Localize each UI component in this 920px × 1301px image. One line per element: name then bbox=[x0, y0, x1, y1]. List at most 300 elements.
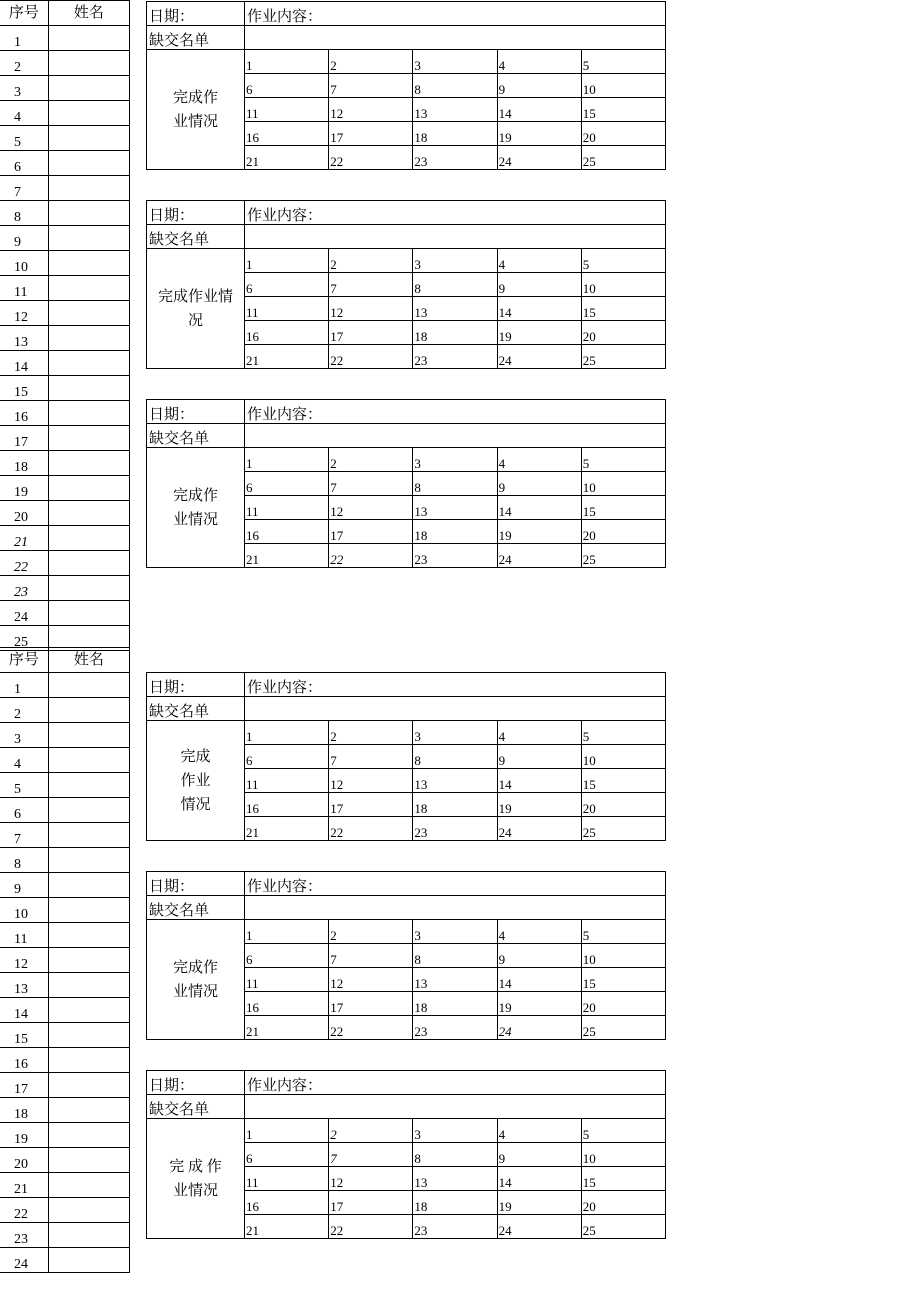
roster-name-cell[interactable] bbox=[48, 276, 129, 301]
missing-list-field[interactable] bbox=[245, 697, 666, 721]
roster-number: 17 bbox=[0, 1073, 48, 1098]
roster-name-cell[interactable] bbox=[48, 673, 129, 698]
student-number-cell[interactable]: 1 bbox=[245, 50, 329, 74]
student-number-cell[interactable]: 8 bbox=[413, 472, 497, 496]
roster-row bbox=[0, 1148, 130, 1173]
student-number-cell[interactable]: 3 bbox=[413, 448, 497, 472]
student-number-cell[interactable]: 1 bbox=[245, 1119, 329, 1143]
roster-name-cell[interactable] bbox=[48, 948, 129, 973]
student-number-cell[interactable]: 4 bbox=[497, 1119, 581, 1143]
student-number-cell[interactable]: 14 bbox=[497, 496, 581, 520]
student-number-cell[interactable]: 2 bbox=[329, 920, 413, 944]
roster-name-cell[interactable] bbox=[48, 51, 129, 76]
student-number-cell[interactable]: 11 bbox=[245, 98, 329, 122]
roster-number: 21 bbox=[0, 526, 48, 551]
completion-status-label: 完成 作业 情况 bbox=[147, 721, 245, 841]
roster-number: 18 bbox=[0, 1098, 48, 1123]
student-number-cell[interactable]: 20 bbox=[581, 793, 665, 817]
roster-name-cell[interactable] bbox=[48, 998, 129, 1023]
roster-name-cell[interactable] bbox=[48, 698, 129, 723]
roster-name-cell[interactable] bbox=[48, 848, 129, 873]
student-number-cell[interactable]: 23 bbox=[413, 1016, 497, 1040]
roster-number: 11 bbox=[0, 923, 48, 948]
roster-name-cell[interactable] bbox=[48, 526, 129, 551]
roster-name-cell[interactable] bbox=[48, 973, 129, 998]
student-number-cell[interactable]: 10 bbox=[581, 1143, 665, 1167]
roster-name-cell[interactable] bbox=[48, 26, 129, 51]
roster-number: 1 bbox=[0, 26, 48, 51]
student-number-cell[interactable]: 3 bbox=[413, 1119, 497, 1143]
student-number-cell[interactable]: 16 bbox=[245, 520, 329, 544]
student-number-cell[interactable]: 21 bbox=[245, 1215, 329, 1239]
student-number-cell[interactable]: 21 bbox=[245, 817, 329, 841]
student-number-cell[interactable]: 15 bbox=[581, 98, 665, 122]
roster-number: 15 bbox=[0, 1023, 48, 1048]
roster-name-cell[interactable] bbox=[48, 723, 129, 748]
student-number-cell[interactable]: 5 bbox=[581, 249, 665, 273]
date-label: 日期： bbox=[147, 1071, 245, 1095]
student-number-cell[interactable]: 7 bbox=[329, 1143, 413, 1167]
student-number-cell[interactable]: 11 bbox=[245, 968, 329, 992]
student-number-cell[interactable]: 18 bbox=[413, 992, 497, 1016]
missing-list-field[interactable] bbox=[245, 26, 666, 50]
student-number-cell[interactable]: 12 bbox=[329, 968, 413, 992]
student-number-cell[interactable]: 4 bbox=[497, 448, 581, 472]
student-number-cell[interactable]: 20 bbox=[581, 992, 665, 1016]
roster-number: 8 bbox=[0, 201, 48, 226]
student-number-cell[interactable]: 14 bbox=[497, 968, 581, 992]
student-number-cell[interactable]: 13 bbox=[413, 297, 497, 321]
student-number-cell[interactable]: 2 bbox=[329, 249, 413, 273]
student-number-cell[interactable]: 4 bbox=[497, 249, 581, 273]
roster-row bbox=[0, 898, 130, 923]
student-number-cell[interactable]: 13 bbox=[413, 98, 497, 122]
roster-name-cell[interactable] bbox=[48, 923, 129, 948]
roster-number: 9 bbox=[0, 873, 48, 898]
student-number-cell[interactable]: 23 bbox=[413, 345, 497, 369]
homework-record-table bbox=[146, 672, 666, 841]
roster-number: 23 bbox=[0, 1223, 48, 1248]
student-number-cell[interactable]: 3 bbox=[413, 50, 497, 74]
roster-name-cell[interactable] bbox=[48, 201, 129, 226]
student-number-cell[interactable]: 9 bbox=[497, 745, 581, 769]
roster-row bbox=[0, 823, 130, 848]
roster-row bbox=[0, 601, 130, 626]
student-number-cell[interactable]: 25 bbox=[581, 1016, 665, 1040]
roster-number: 2 bbox=[0, 698, 48, 723]
student-number-cell[interactable]: 2 bbox=[329, 721, 413, 745]
student-number-cell[interactable]: 9 bbox=[497, 472, 581, 496]
student-number-cell[interactable]: 22 bbox=[329, 817, 413, 841]
roster-name-cell[interactable] bbox=[48, 1148, 129, 1173]
student-number-cell[interactable]: 24 bbox=[497, 544, 581, 568]
student-number-cell[interactable]: 21 bbox=[245, 146, 329, 170]
student-number-cell[interactable]: 7 bbox=[329, 273, 413, 297]
roster-row bbox=[0, 226, 130, 251]
roster-name-cell[interactable] bbox=[48, 748, 129, 773]
student-number-cell[interactable]: 10 bbox=[581, 273, 665, 297]
student-number-cell[interactable]: 10 bbox=[581, 472, 665, 496]
student-number-cell[interactable]: 6 bbox=[245, 472, 329, 496]
student-number-cell[interactable]: 14 bbox=[497, 297, 581, 321]
student-number-cell[interactable]: 15 bbox=[581, 496, 665, 520]
roster-name-cell[interactable] bbox=[48, 773, 129, 798]
student-number-cell[interactable]: 23 bbox=[413, 1215, 497, 1239]
date-label: 日期： bbox=[147, 400, 245, 424]
student-number-cell[interactable]: 11 bbox=[245, 496, 329, 520]
roster-row bbox=[0, 326, 130, 351]
roster-number: 18 bbox=[0, 451, 48, 476]
student-number-cell[interactable]: 23 bbox=[413, 544, 497, 568]
completion-status-label: 完成作 业情况 bbox=[147, 448, 245, 568]
student-number-cell[interactable]: 17 bbox=[329, 793, 413, 817]
student-number-cell[interactable]: 15 bbox=[581, 1167, 665, 1191]
roster-name-cell[interactable] bbox=[48, 326, 129, 351]
student-number-cell[interactable]: 5 bbox=[581, 721, 665, 745]
student-number-cell[interactable]: 16 bbox=[245, 321, 329, 345]
student-number-cell[interactable]: 25 bbox=[581, 817, 665, 841]
roster-number: 16 bbox=[0, 401, 48, 426]
roster-row bbox=[0, 101, 130, 126]
roster-row bbox=[0, 451, 130, 476]
roster-row bbox=[0, 251, 130, 276]
student-number-cell[interactable]: 22 bbox=[329, 1016, 413, 1040]
student-number-cell[interactable]: 19 bbox=[497, 992, 581, 1016]
homework-record-table bbox=[146, 1070, 666, 1239]
roster-row bbox=[0, 873, 130, 898]
student-number-cell[interactable]: 11 bbox=[245, 297, 329, 321]
student-number-cell[interactable]: 6 bbox=[245, 745, 329, 769]
student-number-cell[interactable]: 7 bbox=[329, 74, 413, 98]
student-number-cell[interactable]: 14 bbox=[497, 1167, 581, 1191]
student-number-cell[interactable]: 17 bbox=[329, 321, 413, 345]
missing-list-label: 缺交名单 bbox=[147, 26, 245, 50]
roster-row bbox=[0, 848, 130, 873]
roster-row bbox=[0, 723, 130, 748]
homework-content-label: 作业内容： bbox=[245, 872, 666, 896]
roster-number: 11 bbox=[0, 276, 48, 301]
roster-header-number: 序号 bbox=[0, 1, 48, 26]
student-number-cell[interactable]: 17 bbox=[329, 992, 413, 1016]
student-number-cell[interactable]: 17 bbox=[329, 1191, 413, 1215]
roster-name-cell[interactable] bbox=[48, 426, 129, 451]
student-number-cell[interactable]: 8 bbox=[413, 745, 497, 769]
student-number-cell[interactable]: 13 bbox=[413, 968, 497, 992]
student-number-cell[interactable]: 19 bbox=[497, 1191, 581, 1215]
student-number-cell[interactable]: 19 bbox=[497, 122, 581, 146]
roster-number: 20 bbox=[0, 501, 48, 526]
student-number-cell[interactable]: 9 bbox=[497, 944, 581, 968]
roster-row bbox=[0, 973, 130, 998]
missing-list-label: 缺交名单 bbox=[147, 896, 245, 920]
student-number-cell[interactable]: 4 bbox=[497, 920, 581, 944]
completion-status-label: 完成作业情 况 bbox=[147, 249, 245, 369]
student-number-cell[interactable]: 19 bbox=[497, 321, 581, 345]
missing-list-field[interactable] bbox=[245, 424, 666, 448]
roster-number: 13 bbox=[0, 973, 48, 998]
student-number-cell[interactable]: 12 bbox=[329, 769, 413, 793]
roster-row bbox=[0, 1248, 130, 1273]
student-number-cell[interactable]: 2 bbox=[329, 1119, 413, 1143]
roster-number: 4 bbox=[0, 101, 48, 126]
student-number-cell[interactable]: 9 bbox=[497, 1143, 581, 1167]
roster-number: 8 bbox=[0, 848, 48, 873]
student-number-cell[interactable]: 8 bbox=[413, 944, 497, 968]
student-number-cell[interactable]: 21 bbox=[245, 1016, 329, 1040]
roster-name-cell[interactable] bbox=[48, 401, 129, 426]
student-number-cell[interactable]: 12 bbox=[329, 1167, 413, 1191]
student-number-cell[interactable]: 6 bbox=[245, 944, 329, 968]
roster-row bbox=[0, 501, 130, 526]
student-number-cell[interactable]: 1 bbox=[245, 721, 329, 745]
roster-number: 1 bbox=[0, 673, 48, 698]
student-number-cell[interactable]: 18 bbox=[413, 1191, 497, 1215]
student-number-cell[interactable]: 18 bbox=[413, 793, 497, 817]
roster-number: 12 bbox=[0, 301, 48, 326]
roster-name-cell[interactable] bbox=[48, 101, 129, 126]
student-number-cell[interactable]: 24 bbox=[497, 817, 581, 841]
roster-row bbox=[0, 426, 130, 451]
roster-number: 17 bbox=[0, 426, 48, 451]
student-number-cell[interactable]: 16 bbox=[245, 1191, 329, 1215]
roster-name-cell[interactable] bbox=[48, 1223, 129, 1248]
student-number-cell[interactable]: 2 bbox=[329, 448, 413, 472]
homework-content-label: 作业内容： bbox=[245, 201, 666, 225]
roster-number: 22 bbox=[0, 1198, 48, 1223]
roster-name-cell[interactable] bbox=[48, 1198, 129, 1223]
roster-row bbox=[0, 673, 130, 698]
student-number-cell[interactable]: 7 bbox=[329, 944, 413, 968]
roster-header-row bbox=[0, 648, 130, 673]
roster-number: 25 bbox=[0, 626, 48, 651]
roster-row bbox=[0, 1173, 130, 1198]
roster-name-cell[interactable] bbox=[48, 551, 129, 576]
student-number-cell[interactable]: 23 bbox=[413, 146, 497, 170]
student-number-cell[interactable]: 10 bbox=[581, 745, 665, 769]
student-number-cell[interactable]: 12 bbox=[329, 297, 413, 321]
roster-name-cell[interactable] bbox=[48, 151, 129, 176]
student-number-cell[interactable]: 20 bbox=[581, 321, 665, 345]
roster-name-cell[interactable] bbox=[48, 1098, 129, 1123]
roster-number: 3 bbox=[0, 76, 48, 101]
roster-name-cell[interactable] bbox=[48, 1073, 129, 1098]
student-number-cell[interactable]: 24 bbox=[497, 1215, 581, 1239]
roster-number: 3 bbox=[0, 723, 48, 748]
roster-row bbox=[0, 1098, 130, 1123]
roster-name-cell[interactable] bbox=[48, 476, 129, 501]
roster-row bbox=[0, 476, 130, 501]
student-number-cell[interactable]: 17 bbox=[329, 520, 413, 544]
roster-name-cell[interactable] bbox=[48, 1023, 129, 1048]
roster-name-cell[interactable] bbox=[48, 351, 129, 376]
roster-name-cell[interactable] bbox=[48, 501, 129, 526]
roster-name-cell[interactable] bbox=[48, 576, 129, 601]
student-number-cell[interactable]: 7 bbox=[329, 745, 413, 769]
student-number-cell[interactable]: 5 bbox=[581, 448, 665, 472]
roster-row bbox=[0, 948, 130, 973]
student-number-cell[interactable]: 8 bbox=[413, 74, 497, 98]
roster-name-cell[interactable] bbox=[48, 176, 129, 201]
roster-name-cell[interactable] bbox=[48, 823, 129, 848]
homework-content-label: 作业内容： bbox=[245, 2, 666, 26]
student-number-cell[interactable]: 17 bbox=[329, 122, 413, 146]
roster-name-cell[interactable] bbox=[48, 301, 129, 326]
student-number-cell[interactable]: 16 bbox=[245, 793, 329, 817]
roster-row bbox=[0, 26, 130, 51]
student-number-cell[interactable]: 14 bbox=[497, 98, 581, 122]
missing-list-field[interactable] bbox=[245, 1095, 666, 1119]
student-number-cell[interactable]: 25 bbox=[581, 1215, 665, 1239]
student-number-cell[interactable]: 4 bbox=[497, 721, 581, 745]
roster-row bbox=[0, 1123, 130, 1148]
roster-header-name: 姓名 bbox=[48, 1, 129, 26]
student-number-cell[interactable]: 22 bbox=[329, 146, 413, 170]
student-number-cell[interactable]: 1 bbox=[245, 920, 329, 944]
student-number-cell[interactable]: 22 bbox=[329, 345, 413, 369]
student-number-cell[interactable]: 9 bbox=[497, 74, 581, 98]
student-number-cell[interactable]: 19 bbox=[497, 793, 581, 817]
completion-status-label: 完成作 业情况 bbox=[147, 50, 245, 170]
homework-content-label: 作业内容： bbox=[245, 673, 666, 697]
roster-name-cell[interactable] bbox=[48, 898, 129, 923]
missing-list-label: 缺交名单 bbox=[147, 1095, 245, 1119]
roster-number: 10 bbox=[0, 251, 48, 276]
roster-number: 19 bbox=[0, 1123, 48, 1148]
roster-row bbox=[0, 698, 130, 723]
student-number-cell[interactable]: 16 bbox=[245, 992, 329, 1016]
roster-name-cell[interactable] bbox=[48, 376, 129, 401]
roster-row bbox=[0, 526, 130, 551]
student-number-cell[interactable]: 7 bbox=[329, 472, 413, 496]
roster-row bbox=[0, 923, 130, 948]
roster-row bbox=[0, 201, 130, 226]
student-number-cell[interactable]: 3 bbox=[413, 249, 497, 273]
student-number-cell[interactable]: 24 bbox=[497, 146, 581, 170]
student-number-cell[interactable]: 1 bbox=[245, 249, 329, 273]
roster-number: 24 bbox=[0, 1248, 48, 1273]
roster-name-cell[interactable] bbox=[48, 1173, 129, 1198]
roster-name-cell[interactable] bbox=[48, 601, 129, 626]
roster-name-cell[interactable] bbox=[48, 126, 129, 151]
student-number-cell[interactable]: 4 bbox=[497, 50, 581, 74]
roster-number: 7 bbox=[0, 823, 48, 848]
student-number-cell[interactable]: 13 bbox=[413, 496, 497, 520]
missing-list-field[interactable] bbox=[245, 225, 666, 249]
roster-table-top bbox=[0, 0, 130, 651]
student-number-cell[interactable]: 6 bbox=[245, 1143, 329, 1167]
student-number-cell[interactable]: 13 bbox=[413, 769, 497, 793]
roster-number: 2 bbox=[0, 51, 48, 76]
student-number-cell[interactable]: 16 bbox=[245, 122, 329, 146]
completion-status-label: 完成作 业情况 bbox=[147, 920, 245, 1040]
roster-name-cell[interactable] bbox=[48, 873, 129, 898]
student-number-cell[interactable]: 24 bbox=[497, 1016, 581, 1040]
roster-name-cell[interactable] bbox=[48, 251, 129, 276]
student-number-cell[interactable]: 22 bbox=[329, 1215, 413, 1239]
student-number-cell[interactable]: 20 bbox=[581, 520, 665, 544]
student-number-cell[interactable]: 5 bbox=[581, 1119, 665, 1143]
roster-row bbox=[0, 126, 130, 151]
roster-header-row bbox=[0, 1, 130, 26]
student-number-cell[interactable]: 18 bbox=[413, 321, 497, 345]
student-number-cell[interactable]: 3 bbox=[413, 920, 497, 944]
missing-list-label: 缺交名单 bbox=[147, 225, 245, 249]
student-number-cell[interactable]: 8 bbox=[413, 1143, 497, 1167]
student-number-cell[interactable]: 14 bbox=[497, 769, 581, 793]
student-number-cell[interactable]: 20 bbox=[581, 122, 665, 146]
roster-row bbox=[0, 301, 130, 326]
student-number-cell[interactable]: 10 bbox=[581, 74, 665, 98]
student-number-cell[interactable]: 1 bbox=[245, 448, 329, 472]
student-number-cell[interactable]: 10 bbox=[581, 944, 665, 968]
roster-name-cell[interactable] bbox=[48, 798, 129, 823]
roster-row bbox=[0, 551, 130, 576]
student-number-cell[interactable]: 21 bbox=[245, 544, 329, 568]
missing-list-field[interactable] bbox=[245, 896, 666, 920]
student-number-cell[interactable]: 19 bbox=[497, 520, 581, 544]
student-number-cell[interactable]: 18 bbox=[413, 122, 497, 146]
student-number-cell[interactable]: 5 bbox=[581, 920, 665, 944]
roster-row bbox=[0, 1048, 130, 1073]
student-number-cell[interactable]: 11 bbox=[245, 1167, 329, 1191]
student-number-cell[interactable]: 21 bbox=[245, 345, 329, 369]
student-number-cell[interactable]: 15 bbox=[581, 297, 665, 321]
student-number-cell[interactable]: 6 bbox=[245, 74, 329, 98]
student-number-cell[interactable]: 15 bbox=[581, 769, 665, 793]
student-number-cell[interactable]: 23 bbox=[413, 817, 497, 841]
roster-number: 14 bbox=[0, 998, 48, 1023]
student-number-cell[interactable]: 20 bbox=[581, 1191, 665, 1215]
student-number-cell[interactable]: 12 bbox=[329, 98, 413, 122]
roster-number: 23 bbox=[0, 576, 48, 601]
date-label: 日期： bbox=[147, 2, 245, 26]
student-number-cell[interactable]: 25 bbox=[581, 345, 665, 369]
student-number-cell[interactable]: 25 bbox=[581, 544, 665, 568]
student-number-cell[interactable]: 2 bbox=[329, 50, 413, 74]
homework-record-table bbox=[146, 399, 666, 568]
roster-name-cell[interactable] bbox=[48, 451, 129, 476]
student-number-cell[interactable]: 12 bbox=[329, 496, 413, 520]
roster-name-cell[interactable] bbox=[48, 226, 129, 251]
student-number-cell[interactable]: 22 bbox=[329, 544, 413, 568]
roster-number: 14 bbox=[0, 351, 48, 376]
completion-status-label: 完 成 作 业情况 bbox=[147, 1119, 245, 1239]
student-number-cell[interactable]: 9 bbox=[497, 273, 581, 297]
roster-name-cell[interactable] bbox=[48, 1123, 129, 1148]
roster-number: 13 bbox=[0, 326, 48, 351]
student-number-cell[interactable]: 15 bbox=[581, 968, 665, 992]
student-number-cell[interactable]: 25 bbox=[581, 146, 665, 170]
student-number-cell[interactable]: 24 bbox=[497, 345, 581, 369]
roster-row bbox=[0, 998, 130, 1023]
roster-name-cell[interactable] bbox=[48, 1048, 129, 1073]
roster-number: 4 bbox=[0, 748, 48, 773]
student-number-cell[interactable]: 3 bbox=[413, 721, 497, 745]
roster-row bbox=[0, 376, 130, 401]
roster-row bbox=[0, 176, 130, 201]
homework-record-table bbox=[146, 1, 666, 170]
roster-name-cell[interactable] bbox=[48, 76, 129, 101]
student-number-cell[interactable]: 5 bbox=[581, 50, 665, 74]
roster-name-cell[interactable] bbox=[48, 1248, 129, 1273]
roster-number: 12 bbox=[0, 948, 48, 973]
student-number-cell[interactable]: 6 bbox=[245, 273, 329, 297]
student-number-cell[interactable]: 18 bbox=[413, 520, 497, 544]
student-number-cell[interactable]: 13 bbox=[413, 1167, 497, 1191]
date-label: 日期： bbox=[147, 673, 245, 697]
student-number-cell[interactable]: 8 bbox=[413, 273, 497, 297]
student-number-cell[interactable]: 11 bbox=[245, 769, 329, 793]
